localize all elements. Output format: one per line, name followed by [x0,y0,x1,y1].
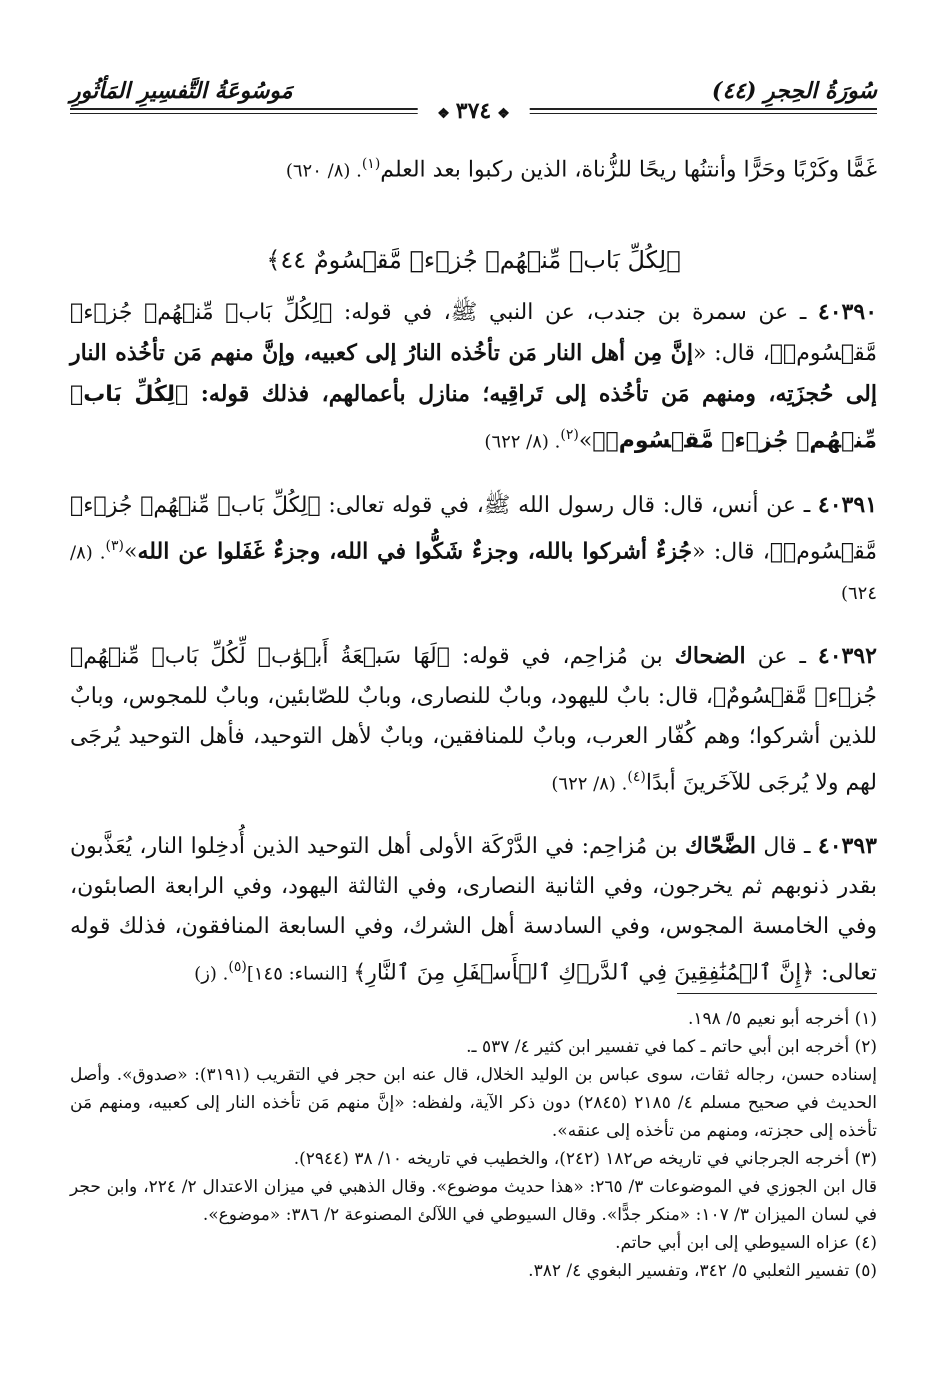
entry-number: ٤٠٣٩١ [817,491,878,518]
book-title: مَوسُوعَةُ التَّفسِيرِ المَأثُورِ [70,78,293,104]
entry-text: بن مُزاحِم: في الدَّرْكَة الأولى أهل التوحيد الذين أُدخِلوا النار، يُعَذَّبون بقدر ذنوبهم ثم يخرجون، وفي الثانية النصارى، وفي الثالثة اليهود، وفي الرابعة الصابئون، وفي الخامسة المجوس، وفي السادسة أهل الشرك، وفي السابعة المنافقون، فذلك قوله تعالى: [70,834,877,986]
footnote-marker: (٣) [105,537,124,554]
footnotes [70,1005,877,1285]
narrator-name: الضحاك [674,642,746,669]
quran-quote: ﴿إِنَّ ٱلۡمُنَٰفِقِينَ فِي ٱلدَّرۡكِ ٱلۡأَسۡفَلِ مِنَ ٱلنَّارِ﴾ [353,960,815,986]
volume-reference: . (٨/ ٦٢٢) [484,431,561,453]
entry-text: ، قال: بابٌ لليهود، وبابٌ للنصارى، وبابٌ للصّابئين، وبابٌ للمجوس، وبابٌ للذين أشركوا؛ وهم كُفّار العرب، وبابٌ للمنافقين، وبابٌ لأهل التوحيد، فأهل التوحيد يُرجَى لهم ولا يُرجَى للآخَرينَ أبدًا [70,683,877,796]
quran-quote: ﴿لِكُلِّ بَابٖ مِّنۡهُمۡ جُزۡءٞ مَّقۡسُومٞ﴾ [70,492,877,564]
ornament-icon: ❖ [497,106,510,122]
entry-text: ـ قال [755,834,818,860]
footnote-5: (٥) تفسير الثعلبي ٥/ ٣٤٢، وتفسير البغوي ٤/ ٣٨٢. [528,1261,877,1281]
volume-reference: . (ز) [194,963,229,985]
footnote-marker: (٥) [228,959,247,976]
footnote-4: (٤) عزاه السيوطي إلى ابن أبي حاتم. [615,1233,877,1253]
quran-quote: ﴿لِكُلِّ بَابٖ مِّنۡهُمۡ جُزۡءٞ مَّقۡسُومٞ﴾ [70,382,877,454]
volume-reference: . (٨/ ٦٢٢) [551,773,628,795]
page-number: ٣٧٤ [455,98,492,124]
entry-text: ـ عن [745,643,818,669]
entry-text: ـ عن أنس، قال: قال رسول الله ﷺ، في قوله تعالى: [320,492,818,518]
footnote-separator [677,993,877,994]
footnote-marker: (١) [361,156,381,172]
volume-reference: . (٨/ ٦٢٠) [285,160,362,182]
entry-text: ـ عن سمرة بن جندب، عن النبي ﷺ، في قوله: [332,300,818,326]
footnote-marker: (٤) [627,768,646,785]
entry-40393 [70,826,877,994]
entry-40392 [70,636,877,804]
entry-number: ٤٠٣٩٠ [817,299,878,326]
entry-text: ، قال: « [692,341,770,367]
ornament-icon: ❖ [437,106,450,122]
hadith-text: جُزءٌ أشركوا بالله، وجزءٌ شَكُّوا في الله، وجزءٌ غَفَلوا عن الله [137,537,693,564]
page-header [70,70,877,122]
footnote-2: (٢) أخرجه ابن أبي حاتم ـ كما في تفسير ابن كثير ٤/ ٥٣٧ ـ. [466,1037,877,1057]
hadith-text: إنَّ مِن أهل النار مَن تأخُذه النارُ إلى كعبيه، وإنَّ منهم مَن تأخُذه النار إلى حُجزَتِه، ومنهم مَن تأخُذه إلى تَراقِيه؛ منازل بأعمالهم، فذلك قوله: [70,340,878,408]
narrator-name: الضَّحّاك [685,833,756,860]
entry-text: » [578,428,593,454]
surah-reference: [النساء: ١٤٥] [246,963,354,985]
quran-quote: ﴿لَهَا سَبۡعَةُ أَبۡوَٰبٖ لِّكُلِّ بَابٖ مِّنۡهُمۡ جُزۡءٞ مَّقۡسُومٌ﴾ [70,643,877,709]
entry-number: ٤٠٣٩٢ [817,642,877,669]
footnote-marker: (٢) [560,427,579,444]
page-number-box [417,98,530,124]
entry-text: » [124,538,138,564]
footnote-2-commentary: إسناده حسن، رجاله ثقات، سوى عباس بن الوليد الخلال، قال عنه ابن حجر في التقريب (٣١٩١): «صدوق». وأصل الحديث في صحيح مسلم ٤/ ٢١٨٥ (٢٨٤٥) دون ذكر الآية، ولفظه: «إنَّ منهم مَن تأخذه النار إلى كعبيه، ومنهم مَن تأخذه إلى حجزته، ومنهم من تأخذه إلى عنقه». [70,1065,877,1141]
intro-text: غَمًّا وكَرْبًا وحَرًّا وأنتنُها ريحًا للزُّناة، الذين ركبوا بعد العلم [380,157,877,183]
entry-text: ، قال: « [692,538,770,564]
main-text [70,145,877,1017]
footnote-3-commentary: قال ابن الجوزي في الموضوعات ٣/ ٢٦٥: «هذا حديث موضوع». وقال الذهبي في ميزان الاعتدال ٢/ ٢٢٤، وابن حجر في لسان الميزان ٣/ ١٠٧: «منكر جدًّا». وقال السيوطي في اللآلئ المصنوعة ٢/ ٣٨٦: «موضوع». [70,1177,877,1225]
entry-40390 [70,292,877,462]
entry-40391 [70,485,877,614]
intro-line [70,145,877,190]
footnote-3: (٣) أخرجه الجرجاني في تاريخه ص١٨٢ (٢٤٢)، والخطيب في تاريخه ١٠/ ٣٨ (٢٩٤٤). [293,1149,877,1169]
surah-title: سُورَةُ الحِجرِ (٤٤) [711,78,877,104]
volume-reference: . (٨/ ٦٢٤) [70,541,877,604]
quran-quote: ﴿لِكُلِّ بَابٖ مِّنۡهُمۡ جُزۡءٞ مَّقۡسُومٞ﴾ [70,300,877,367]
verse-heading: ﴿لِكُلِّ بَابٖ مِّنۡهُمۡ جُزۡءٞ مَّقۡسُومٌ ٤٤﴾ [266,246,681,275]
footnote-1: (١) أخرجه أبو نعيم ٥/ ١٩٨. [688,1009,877,1029]
entry-number: ٤٠٣٩٣ [817,833,877,860]
entry-text: بن مُزاحِم، في قوله: [449,643,675,669]
